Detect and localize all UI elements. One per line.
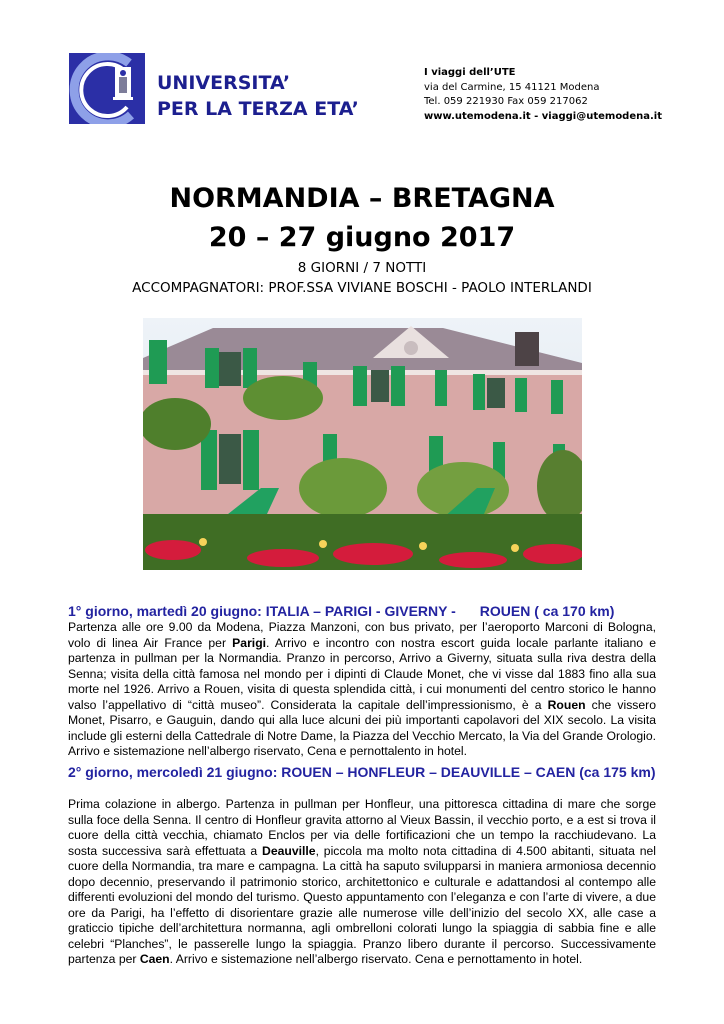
day-1-title-tail: ROUEN ( ca 170 km)	[479, 603, 615, 619]
day-1-text-d: Rouen	[547, 697, 586, 712]
contact-phone: Tel. 059 221930 Fax 059 217062	[424, 96, 588, 107]
day-1-text-b: Parigi	[232, 635, 267, 650]
giverny-house-photo	[143, 318, 582, 570]
org-name-line1: UNIVERSITA’	[157, 72, 291, 94]
trip-guides: ACCOMPAGNATORI: PROF.SSA VIVIANE BOSCHI - PAOLO INTERLANDI	[132, 280, 592, 296]
day-2-title: 2° giorno, mercoledì 21 giugno: ROUEN – HONFLEUR – DEAUVILLE – CAEN (ca 175 km)	[68, 764, 656, 780]
day-1-title	[68, 603, 658, 620]
contact-block	[424, 66, 662, 124]
day-1-text-e: che vissero Monet, Pisarro, e Gauguin, dando qui alla luce alcuni dei più importanti capolavori del XIX secolo. La visita include gli esterni della Cattedrale di Notre Dame, la Piazza del Vecchio Mercato, la Via del Grande Orologio. Arrivo e sistemazione nell’albergo riservato, Cena e pernottalento in hotel.	[68, 697, 656, 758]
day-1-description	[68, 620, 656, 760]
day-2-text-a: Prima colazione in albergo. Partenza in pullman per Honfleur, una pittoresca cittadina di mare che sorge sulla foce della Senna. Il centro di Honfleur gravita attorno al Vieux Bassin, il vecchio porto, e a est si trova il cuore della città vecchia, chiamato Enclos per via delle fortificazioni che un tempo la racchiudevano. La sosta successiva sarà effettuata a	[68, 797, 656, 858]
contact-web[interactable]: www.utemodena.it - viaggi@utemodena.it	[424, 110, 662, 122]
day-1-text-c: . Arrivo e incontro con nostra escort guida locale parlante italiano e partenza in pullman per la Normandia. Pranzo in percorso, Arrivo a Giverny, situata sulla riva destra della Senna; visita della città famosa nel mondo per i dipinti di Claude Monet, che vi visse dal 1883 fino alla sua morte nel 1926. Arrivo a Rouen, visita di questa splendida città, i cui monumenti del centro storico le hanno valso l’appellativo di “città museo”. Considerata la capitale dell’impressionismo, è a	[68, 635, 656, 712]
day-2-text-c: , piccola ma molto nota cittadina di 4.500 abitanti, situata nel cuore della Normandia, tra mare e campagna. La città ha saputo svilupparsi in maniera armoniosa decennio dopo decennio, preservando il patrimonio storico, architettonico e culturale e adattandosi al contempo alle differenti evoluzioni del mondo del turismo. Questo appuntamento con l’eleganza e con l’arte di vivere, a due ore da Parigi, ha l’effetto di disorientare grazie alle numerose ville dell’inizio del secolo XX, alle case a graticcio tipiche dell’architettura normanna, agli ombrelloni colorati lungo la spiaggia di sabbia fine e alle celebri “Planches”, le passerelle lungo la spiaggia. Pranzo libero durante il percorso. Successivamente partenza per	[68, 843, 656, 966]
day-2-text-b: Deauville	[262, 843, 316, 858]
day-1-text-a: Partenza alle ore 9.00 da Modena, Piazza Manzoni, con bus privato, per l’aeroporto Marconi di Bologna, volo di linea Air France per	[68, 620, 656, 650]
trip-duration: 8 GIORNI / 7 NOTTI	[297, 260, 427, 276]
day-2-description	[68, 797, 656, 968]
day-2-text-d: Caen	[139, 952, 170, 966]
day-2-text-e: . Arrivo e sistemazione nell’albergo riservato. Cena e pernottamento in hotel.	[169, 952, 583, 966]
trip-dates: 20 – 27 giugno 2017	[208, 222, 516, 253]
trip-title: NORMANDIA – BRETAGNA	[169, 183, 555, 214]
contact-address: via del Carmine, 15 41121 Modena	[424, 81, 600, 93]
contact-title: I viaggi dell’UTE	[424, 67, 516, 78]
org-name-line2: PER LA TERZA ETA’	[157, 98, 359, 120]
org-name	[157, 70, 359, 122]
day-1-title-main: 1° giorno, martedì 20 giugno: ITALIA – PARIGI - GIVERNY -	[68, 603, 456, 619]
ute-logo	[69, 53, 145, 124]
